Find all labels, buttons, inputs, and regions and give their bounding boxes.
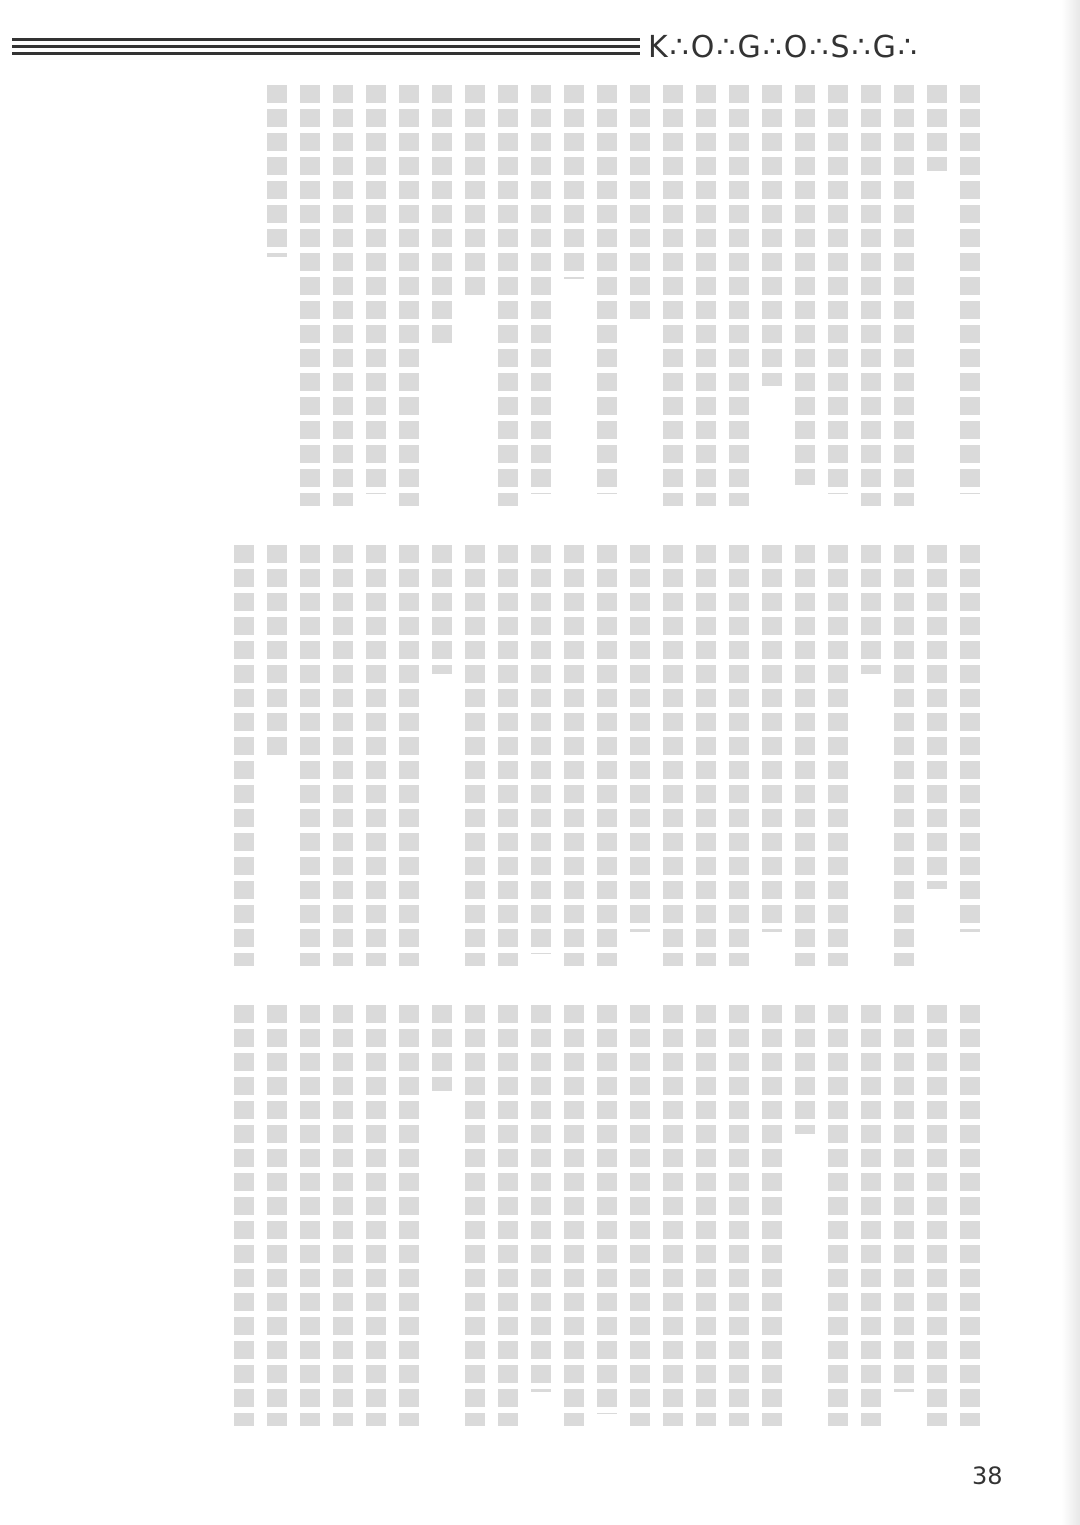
text-column-placeholder bbox=[366, 85, 386, 494]
text-tier-top bbox=[80, 85, 980, 515]
text-column-placeholder bbox=[432, 545, 452, 674]
text-column-placeholder bbox=[927, 85, 947, 171]
text-column-placeholder bbox=[729, 1005, 749, 1426]
text-column-placeholder bbox=[234, 545, 254, 966]
text-column-placeholder bbox=[432, 85, 452, 343]
text-column-placeholder bbox=[366, 1005, 386, 1426]
text-column-placeholder bbox=[234, 1005, 254, 1426]
text-column-placeholder bbox=[465, 545, 485, 966]
header-rule-lines bbox=[12, 38, 640, 59]
text-column-placeholder bbox=[795, 1005, 815, 1134]
text-column-placeholder bbox=[564, 1005, 584, 1426]
running-header: K∴O∴G∴O∴S∴G∴ bbox=[648, 30, 919, 65]
text-column-placeholder bbox=[267, 545, 287, 760]
text-column-placeholder bbox=[498, 1005, 518, 1426]
text-column-placeholder bbox=[630, 85, 650, 322]
text-column-placeholder bbox=[960, 545, 980, 932]
text-column-placeholder bbox=[696, 85, 716, 506]
text-column-placeholder bbox=[927, 545, 947, 889]
text-column-placeholder bbox=[696, 1005, 716, 1426]
text-column-placeholder bbox=[564, 545, 584, 966]
text-tier-bottom bbox=[80, 1005, 980, 1435]
text-column-placeholder bbox=[795, 545, 815, 966]
text-column-placeholder bbox=[927, 1005, 947, 1426]
scan-edge-shadow bbox=[1062, 0, 1080, 1525]
text-column-placeholder bbox=[531, 545, 551, 954]
text-column-placeholder bbox=[399, 85, 419, 506]
text-column-placeholder bbox=[300, 1005, 320, 1426]
text-column-placeholder bbox=[498, 85, 518, 506]
text-column-placeholder bbox=[399, 1005, 419, 1426]
text-column-placeholder bbox=[300, 545, 320, 966]
text-column-placeholder bbox=[828, 545, 848, 966]
text-column-placeholder bbox=[399, 545, 419, 966]
text-column-placeholder bbox=[729, 545, 749, 966]
text-column-placeholder bbox=[663, 545, 683, 966]
text-column-placeholder bbox=[696, 545, 716, 966]
text-column-placeholder bbox=[531, 1005, 551, 1392]
text-column-placeholder bbox=[630, 545, 650, 932]
text-column-placeholder bbox=[960, 85, 980, 494]
text-column-placeholder bbox=[597, 545, 617, 966]
text-column-placeholder bbox=[894, 545, 914, 966]
text-column-placeholder bbox=[267, 1005, 287, 1426]
text-column-placeholder bbox=[894, 85, 914, 506]
text-column-placeholder bbox=[762, 1005, 782, 1426]
text-column-placeholder bbox=[861, 85, 881, 506]
text-column-placeholder bbox=[333, 1005, 353, 1426]
text-column-placeholder bbox=[795, 85, 815, 485]
text-column-placeholder bbox=[861, 545, 881, 674]
text-column-placeholder bbox=[663, 1005, 683, 1426]
text-column-placeholder bbox=[762, 85, 782, 386]
page-number: 38 bbox=[972, 1462, 1003, 1490]
text-column-placeholder bbox=[531, 85, 551, 494]
text-column-placeholder bbox=[828, 1005, 848, 1426]
text-column-placeholder bbox=[828, 85, 848, 494]
text-column-placeholder bbox=[333, 85, 353, 506]
text-column-placeholder bbox=[300, 85, 320, 506]
text-column-placeholder bbox=[630, 1005, 650, 1426]
text-tier-middle bbox=[80, 545, 980, 975]
text-column-placeholder bbox=[597, 85, 617, 494]
text-column-placeholder bbox=[894, 1005, 914, 1392]
text-column-placeholder bbox=[432, 1005, 452, 1091]
text-column-placeholder bbox=[564, 85, 584, 279]
text-column-placeholder bbox=[498, 545, 518, 966]
text-column-placeholder bbox=[465, 1005, 485, 1426]
text-column-placeholder bbox=[267, 85, 287, 257]
text-column-placeholder bbox=[762, 545, 782, 932]
text-column-placeholder bbox=[465, 85, 485, 300]
text-column-placeholder bbox=[366, 545, 386, 966]
text-column-placeholder bbox=[960, 1005, 980, 1426]
text-column-placeholder bbox=[861, 1005, 881, 1426]
text-column-placeholder bbox=[597, 1005, 617, 1414]
text-column-placeholder bbox=[663, 85, 683, 506]
text-column-placeholder bbox=[729, 85, 749, 506]
text-column-placeholder bbox=[333, 545, 353, 966]
